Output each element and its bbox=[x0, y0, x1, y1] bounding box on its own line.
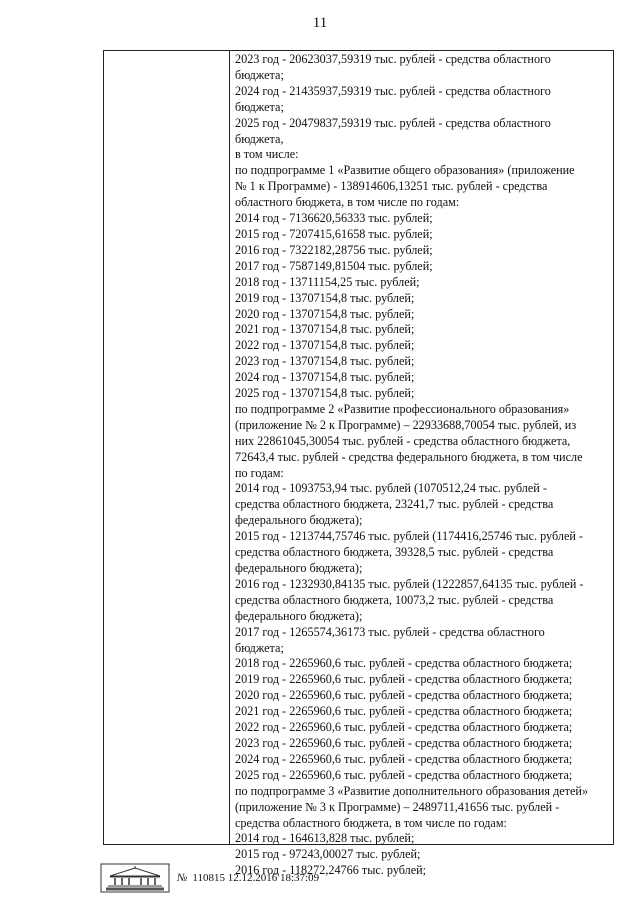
government-building-stamp-icon bbox=[100, 863, 170, 893]
text-line: 2019 год - 13707154,8 тыс. рублей; bbox=[235, 290, 415, 305]
text-line: 2016 год - 1232930,84135 тыс. рублей (1222857,64135 тыс. рублей - bbox=[235, 576, 584, 591]
text-line: 2017 год - 7587149,81504 тыс. рублей; bbox=[235, 258, 433, 273]
text-line: федерального бюджета); bbox=[235, 513, 363, 528]
text-line: 2023 год - 2265960,6 тыс. рублей - средства областного бюджета; bbox=[235, 735, 573, 750]
text-line: средства областного бюджета, в том числе по годам: bbox=[235, 815, 507, 830]
funding-text-cell bbox=[235, 52, 613, 879]
text-line: 2021 год - 13707154,8 тыс. рублей; bbox=[235, 322, 415, 337]
number-sign: № bbox=[177, 872, 188, 884]
text-line: 2025 год - 13707154,8 тыс. рублей; bbox=[235, 386, 415, 401]
text-line: средства областного бюджета, 23241,7 тыс. рублей - средства bbox=[235, 497, 554, 512]
text-line: бюджета; bbox=[235, 67, 284, 82]
text-line: 2018 год - 13711154,25 тыс. рублей; bbox=[235, 274, 420, 289]
text-line: 2014 год - 7136620,56333 тыс. рублей; bbox=[235, 211, 433, 226]
text-line: 2014 год - 1093753,94 тыс. рублей (1070512,24 тыс. рублей - bbox=[235, 481, 547, 496]
document-footer bbox=[100, 863, 500, 893]
text-line: 2015 год - 7207415,61658 тыс. рублей; bbox=[235, 226, 433, 241]
text-line: бюджета, bbox=[235, 131, 284, 146]
text-line: 2024 год - 21435937,59319 тыс. рублей - средства областного bbox=[235, 83, 551, 98]
text-line: по подпрограмме 3 «Развитие дополнительного образования детей» bbox=[235, 783, 589, 798]
text-line: 2019 год - 2265960,6 тыс. рублей - средства областного бюджета; bbox=[235, 672, 573, 687]
text-line: по подпрограмме 1 «Развитие общего образования» (приложение bbox=[235, 163, 575, 178]
text-line: 72643,4 тыс. рублей - средства федерального бюджета, в том числе bbox=[235, 449, 583, 464]
text-line: 2025 год - 2265960,6 тыс. рублей - средства областного бюджета; bbox=[235, 767, 573, 782]
text-line: 2023 год - 20623037,59319 тыс. рублей - средства областного bbox=[235, 52, 551, 66]
text-line: 2020 год - 13707154,8 тыс. рублей; bbox=[235, 306, 415, 321]
text-line: 2015 год - 97243,00027 тыс. рублей; bbox=[235, 847, 421, 862]
text-line: 2024 год - 2265960,6 тыс. рублей - средства областного бюджета; bbox=[235, 751, 573, 766]
text-line: 2014 год - 164613,828 тыс. рублей; bbox=[235, 831, 415, 846]
text-line: бюджета; bbox=[235, 640, 284, 655]
text-line: федерального бюджета); bbox=[235, 608, 363, 623]
text-line: (приложение № 3 к Программе) – 2489711,41656 тыс. рублей - bbox=[235, 799, 560, 814]
text-line: средства областного бюджета, 10073,2 тыс. рублей - средства bbox=[235, 592, 554, 607]
page-number: 11 bbox=[312, 15, 328, 31]
text-line: средства областного бюджета, 39328,5 тыс. рублей - средства bbox=[235, 545, 554, 560]
text-line: бюджета; bbox=[235, 99, 284, 114]
text-line: № 1 к Программе) - 138914606,13251 тыс. рублей - средства bbox=[235, 179, 548, 194]
text-line: областного бюджета, в том числе по годам: bbox=[235, 195, 460, 210]
text-line: 2020 год - 2265960,6 тыс. рублей - средства областного бюджета; bbox=[235, 688, 573, 703]
text-line: 2023 год - 13707154,8 тыс. рублей; bbox=[235, 354, 415, 369]
text-line: 2016 год - 7322182,28756 тыс. рублей; bbox=[235, 242, 433, 257]
text-line: по годам: bbox=[235, 465, 284, 480]
text-line: 2018 год - 2265960,6 тыс. рублей - средства областного бюджета; bbox=[235, 656, 573, 671]
text-line: 2017 год - 1265574,36173 тыс. рублей - средства областного bbox=[235, 624, 545, 639]
text-line: 2015 год - 1213744,75746 тыс. рублей (1174416,25746 тыс. рублей - bbox=[235, 529, 583, 544]
column-divider bbox=[229, 51, 230, 844]
text-line: 2022 год - 13707154,8 тыс. рублей; bbox=[235, 338, 415, 353]
text-line: федерального бюджета); bbox=[235, 561, 363, 575]
text-line: 2025 год - 20479837,59319 тыс. рублей - средства областного bbox=[235, 115, 551, 130]
text-line: в том числе: bbox=[235, 147, 299, 162]
registration-stamp-text: 110815 12.12.2016 18:37:09 bbox=[192, 872, 320, 884]
text-line: (приложение № 2 к Программе) – 22933688,70054 тыс. рублей, из bbox=[235, 417, 577, 432]
text-line: 2016 год - 118272,24766 тыс. рублей; bbox=[235, 863, 427, 878]
text-line: них 22861045,30054 тыс. рублей - средства областного бюджета, bbox=[235, 433, 571, 448]
text-line: 2024 год - 13707154,8 тыс. рублей; bbox=[235, 370, 415, 385]
text-line: 2021 год - 2265960,6 тыс. рублей - средства областного бюджета; bbox=[235, 704, 573, 719]
text-line: 2022 год - 2265960,6 тыс. рублей - средства областного бюджета; bbox=[235, 720, 573, 735]
text-line: по подпрограмме 2 «Развитие профессионального образования» bbox=[235, 401, 570, 416]
